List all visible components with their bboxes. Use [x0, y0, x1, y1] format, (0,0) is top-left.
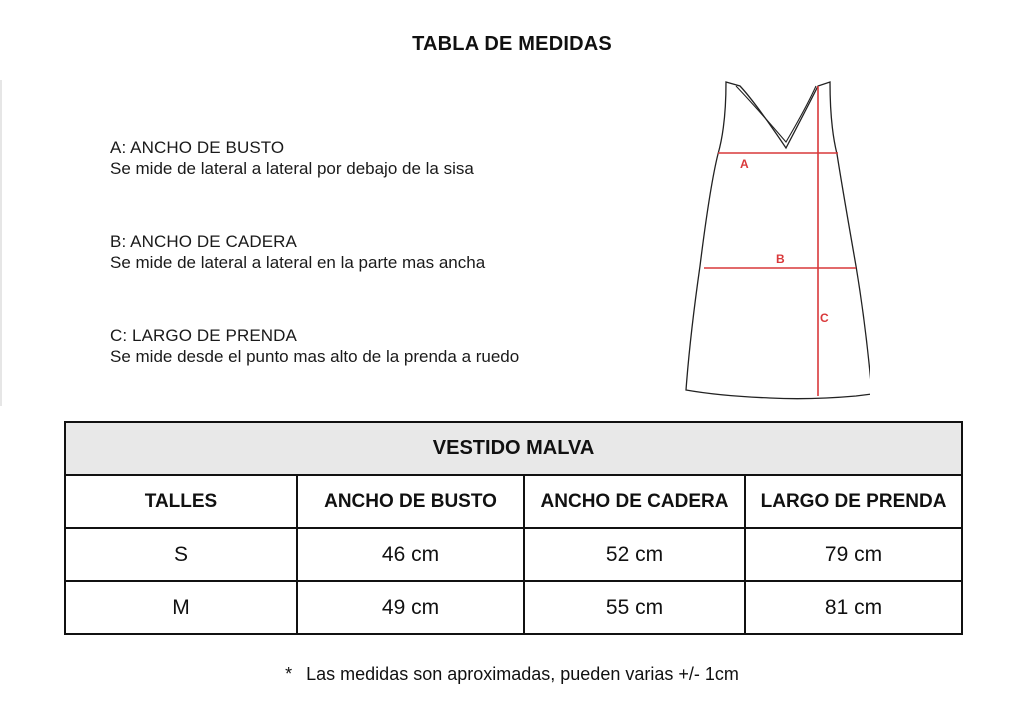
table-header-row: [65, 475, 962, 528]
size-table: [64, 421, 963, 635]
table-header: LARGO DE PRENDA: [745, 475, 962, 528]
definition-heading: C: LARGO DE PRENDA: [110, 326, 297, 345]
table-caption: VESTIDO MALVA: [65, 422, 962, 475]
table-cell: 46 cm: [297, 528, 524, 581]
label-a: A: [740, 157, 749, 171]
table-cell: 49 cm: [297, 581, 524, 634]
definition-a: [110, 137, 474, 180]
table-caption-row: [65, 422, 962, 475]
left-divider: [0, 80, 2, 406]
dress-diagram: [680, 76, 870, 404]
table-row: [65, 528, 962, 581]
definition-heading: B: ANCHO DE CADERA: [110, 232, 297, 251]
table-cell: 55 cm: [524, 581, 745, 634]
dress-outline: [686, 82, 870, 399]
table-header: ANCHO DE BUSTO: [297, 475, 524, 528]
table-header: ANCHO DE CADERA: [524, 475, 745, 528]
footnote: [0, 664, 1024, 685]
definition-c: [110, 325, 519, 368]
definition-description: Se mide de lateral a lateral por debajo de la sisa: [110, 159, 474, 178]
page-title: TABLA DE MEDIDAS: [412, 33, 612, 55]
table-row: [65, 581, 962, 634]
label-c: C: [820, 311, 829, 325]
table-cell: 79 cm: [745, 528, 962, 581]
definition-heading: A: ANCHO DE BUSTO: [110, 138, 285, 157]
table-cell: 81 cm: [745, 581, 962, 634]
table-header: TALLES: [65, 475, 297, 528]
footnote-text: Las medidas son aproximadas, pueden varias +/- 1cm: [306, 664, 739, 684]
label-b: B: [776, 252, 785, 266]
table-cell: S: [65, 528, 297, 581]
table-cell: 52 cm: [524, 528, 745, 581]
definition-description: Se mide de lateral a lateral en la parte mas ancha: [110, 253, 486, 272]
footnote-asterisk: *: [285, 664, 293, 684]
table-cell: M: [65, 581, 297, 634]
definition-description: Se mide desde el punto mas alto de la prenda a ruedo: [110, 347, 520, 366]
definition-b: [110, 231, 485, 274]
